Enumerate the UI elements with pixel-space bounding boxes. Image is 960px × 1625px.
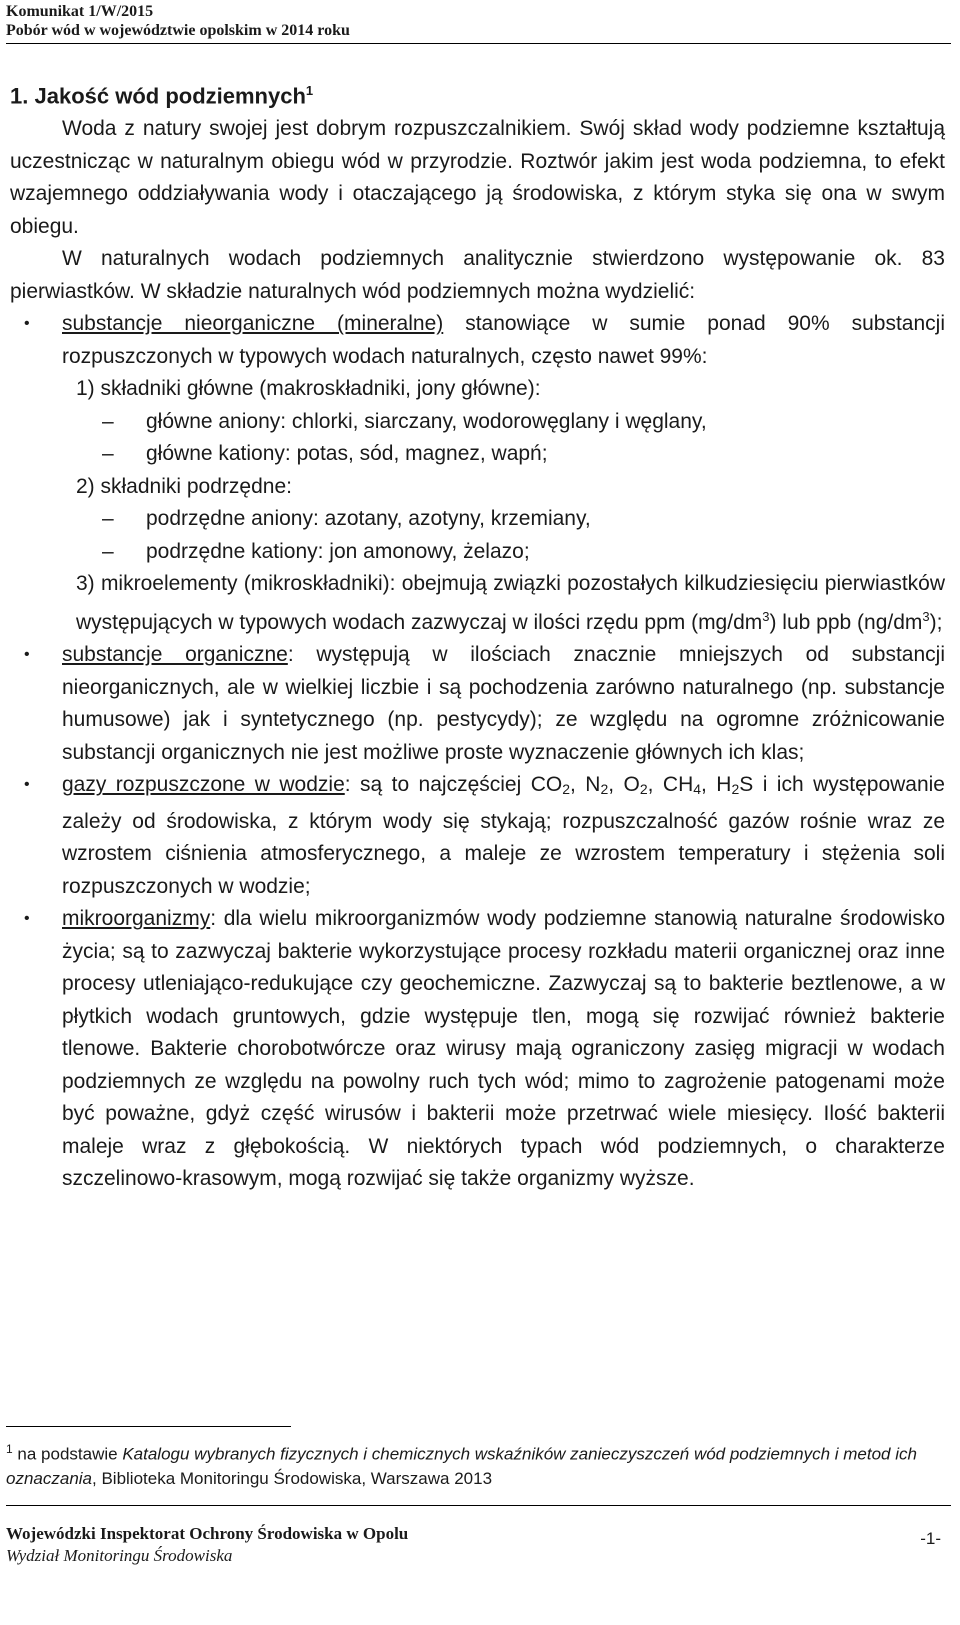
dash-icon: – [102, 507, 114, 531]
dash-icon: – [102, 539, 114, 563]
gases-text: , N [570, 773, 601, 797]
footnote-ref[interactable]: 1 [305, 83, 314, 98]
gases-text: , H [701, 773, 732, 797]
subscript: 2 [731, 781, 740, 798]
organic-text: : występują w ilościach znacznie mniejszych od substancji nieorganicznych, ale w wielkiej liczbie i są pochodzenia zarówno naturalnego (np. substancje humusowe) jak i syntetycznego (np. pestycydy); ze względu na ogromne zróżnicowanie substancji organicznych nie jest możliwe proste wyznaczenie głównych ich klas; [62, 643, 945, 764]
dash-item-major-anions [62, 406, 945, 439]
superscript-3: 3 [762, 608, 770, 624]
term-inorganic: substancje nieorganiczne (mineralne) [62, 312, 444, 336]
footer-rule [6, 1505, 951, 1506]
subscript: 2 [600, 781, 609, 798]
microorganisms-text: : dla wielu mikroorganizmów wody podziemne stanowią naturalne środowisko życia; są to zazwyczaj bakterie wykorzystujące procesy rozkładu materii organicznej oraz inne procesy utleniająco-redukujące czy geochemiczne. Zazwyczaj są to bakterie beztlenowe, a w płytkich wodach gruntowych, gdzie występuje tlen, mogą się rozwijać również bakterie tlenowe. Bakterie chorobotwórcze oraz wirusy mają ograniczony zasięg migracji w wodach podziemnych ze względu na powolny ruch tych wód; mimo to zagrożenie patogenami może być poważne, gdyż część wirusów i bakterii może przetrwać wiele miesięcy. Ilość bakterii maleje wraz z głębokością. W niektórych typach wód podziemnych, o charakterze szczelinowo-krasowym, mogą rozwijać się także organizmy wyższe. [62, 907, 945, 1191]
major-anions-text: główne aniony: chlorki, siarczany, wodorowęglany i węglany, [146, 409, 707, 433]
superscript-3: 3 [922, 608, 930, 624]
footnote-number: 1 [6, 1442, 13, 1456]
list-item-microorganisms [10, 903, 945, 1196]
inorganic-text: stanowiące w sumie ponad 90% substancji rozpuszczonych w typowych wodach naturalnych, często nawet 99%: [62, 312, 945, 368]
components-list [10, 308, 945, 1196]
gases-text: , CH [647, 773, 694, 797]
bullet-icon: • [24, 646, 30, 664]
sublist-minor: 2) składniki podrzędne: [76, 474, 292, 498]
term-organic: substancje organiczne [62, 643, 288, 667]
minor-anions-text: podrzędne aniony: azotany, azotyny, krzemiany, [146, 507, 591, 531]
footnote-pre: na podstawie [12, 1444, 123, 1464]
footnote-title: Katalogu wybranych fizycznych i chemicznych wskaźników zanieczyszczeń wód podziemnych i metod ich oznaczania [6, 1444, 917, 1488]
sublist-major: 1) składniki główne (makroskładniki, jony główne): [76, 377, 541, 401]
sublist-microelements [62, 568, 945, 639]
footnote [6, 1426, 951, 1491]
section-number: 1. [10, 83, 29, 109]
header-rule [6, 43, 951, 44]
footnote-rule [6, 1426, 291, 1427]
micro-text-3: ); [929, 610, 943, 634]
footer-org: Wojewódzki Inspektorat Ochrony Środowiska w Opolu [6, 1524, 409, 1543]
list-item-gases [10, 769, 945, 903]
dash-icon: – [102, 409, 114, 433]
footer-dept: Wydział Monitoringu Środowiska [6, 1546, 233, 1565]
dash-icon: – [102, 442, 114, 466]
subscript: 2 [562, 781, 571, 798]
page-number: -1- [920, 1529, 941, 1548]
footnote-text [6, 1437, 951, 1491]
dash-item-minor-cations [62, 536, 945, 569]
major-cations-text: główne kationy: potas, sód, magnez, wapń; [146, 442, 548, 466]
section-title: Jakość wód podziemnych [34, 83, 306, 109]
page-header [6, 2, 951, 44]
gases-text: S i ich występowanie zależy od środowiska, z którym wody się stykają; rozpuszczalność gazów rośnie wraz ze wzrostem ciśnienia atmosferycznego, a maleje ze wzrostem temperatury i stężenia soli rozpuszczonych w wodzie; [62, 773, 945, 898]
page-footer [6, 1505, 951, 1567]
dash-item-major-cations [62, 438, 945, 471]
list-item-organic [10, 639, 945, 769]
bullet-icon: • [24, 315, 30, 333]
intro-paragraph-2: W naturalnych wodach podziemnych analitycznie stwierdzono występowanie ok. 83 pierwiastków. W składzie naturalnych wód podziemnych można wydzielić: [10, 247, 945, 303]
intro-paragraph-1: Woda z natury swojej jest dobrym rozpuszczalnikiem. Swój skład wody podziemne kształtują uczestnicząc w naturalnym obiegu wód w przyrodzie. Roztwór jakim jest woda podziemna, to efekt wzajemnego oddziaływania wody i otaczającego ją środowiska, z którym styka się ona w swym obiegu. [10, 117, 945, 238]
dash-item-minor-anions [62, 503, 945, 536]
section-heading [10, 74, 945, 113]
list-item-inorganic [10, 308, 945, 639]
subscript: 2 [639, 781, 648, 798]
subscript: 4 [693, 781, 702, 798]
term-microorganisms: mikroorganizmy [62, 907, 211, 931]
micro-text-1: 3) mikroelementy (mikroskładniki): obejmują związki pozostałych kilkudziesięciu pierwiastków występujących w typowych wodach zazwyczaj w ilości rzędu ppm (mg/dm [76, 572, 945, 634]
footnote-post: , Biblioteka Monitoringu Środowiska, Warszawa 2013 [92, 1468, 493, 1488]
main-content [10, 74, 945, 1196]
term-gases: gazy rozpuszczone w wodzie [62, 773, 345, 797]
gases-text: , O [608, 773, 640, 797]
header-line1: Komunikat 1/W/2015 [6, 3, 154, 20]
bullet-icon: • [24, 776, 30, 794]
bullet-icon: • [24, 910, 30, 928]
minor-cations-text: podrzędne kationy: jon amonowy, żelazo; [146, 539, 530, 563]
micro-text-2: ) lub ppb (ng/dm [769, 610, 923, 634]
header-line2: Pobór wód w województwie opolskim w 2014 roku [6, 22, 350, 39]
gases-text: : są to najczęściej CO [344, 773, 563, 797]
